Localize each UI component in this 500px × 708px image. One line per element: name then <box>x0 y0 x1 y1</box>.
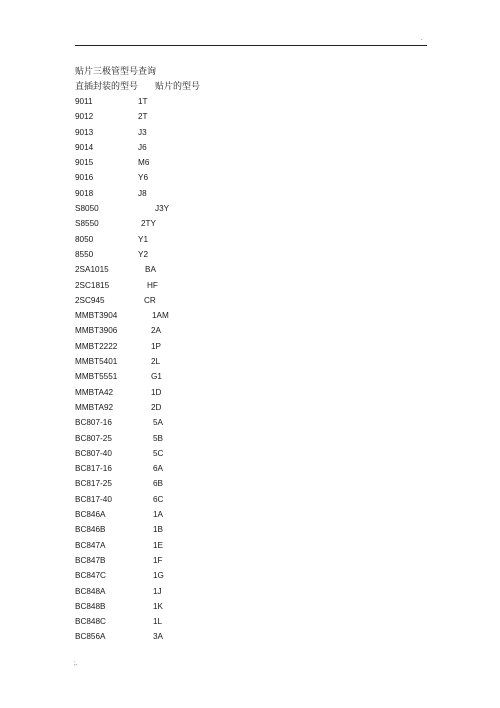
smd-marking-cell: 1E <box>153 540 164 550</box>
through-hole-model-cell: BC817-25 <box>75 479 112 489</box>
table-row <box>75 219 275 234</box>
through-hole-model-cell: BC807-25 <box>75 433 112 443</box>
table-row <box>75 525 275 540</box>
table-row <box>75 128 275 143</box>
table-row <box>75 587 275 602</box>
table-row <box>75 158 275 173</box>
smd-marking-cell: J3Y <box>155 204 170 214</box>
header-rule <box>75 45 427 46</box>
table-header <box>75 81 275 93</box>
through-hole-model-cell: MMBT3906 <box>75 326 118 336</box>
smd-marking-cell: 1F <box>153 555 163 565</box>
part-table <box>75 97 275 648</box>
through-hole-model-cell: MMBT2222 <box>75 341 118 351</box>
table-row <box>75 372 275 387</box>
document-title: 贴片三极管型号查询 <box>75 67 157 77</box>
through-hole-model-cell: BC807-16 <box>75 418 112 428</box>
table-row <box>75 173 275 188</box>
smd-marking-cell: 1T <box>138 97 148 106</box>
table-row <box>75 357 275 372</box>
through-hole-model-cell: MMBT5551 <box>75 372 118 382</box>
table-row <box>75 418 275 433</box>
through-hole-model-cell: 9012 <box>75 112 94 122</box>
through-hole-model-cell: BC856A <box>75 632 106 642</box>
table-row <box>75 342 275 357</box>
through-hole-model-cell: BC846A <box>75 510 106 520</box>
smd-marking-cell: 5A <box>153 418 164 428</box>
table-row <box>75 571 275 586</box>
table-row <box>75 265 275 280</box>
through-hole-model-cell: BC848C <box>75 617 106 627</box>
table-row <box>75 403 275 418</box>
through-hole-model-cell: MMBT3904 <box>75 311 118 321</box>
through-hole-model-cell: S8550 <box>75 219 99 229</box>
smd-marking-cell: J3 <box>138 127 147 137</box>
table-row <box>75 250 275 265</box>
column-header-through-hole-model: 直插封装的型号 <box>75 82 139 92</box>
through-hole-model-cell: 2SC1815 <box>75 280 110 290</box>
through-hole-model-cell: 9015 <box>75 158 94 168</box>
smd-marking-cell: 2T <box>138 112 148 122</box>
smd-marking-cell: 1AM <box>152 311 169 321</box>
smd-marking-cell: BA <box>145 265 156 275</box>
through-hole-model-cell: 8050 <box>75 234 94 244</box>
footer-mark: ;. <box>74 661 78 667</box>
smd-marking-cell: 3A <box>153 632 164 642</box>
smd-marking-cell: 6A <box>153 464 164 474</box>
table-row <box>75 449 275 464</box>
through-hole-model-cell: BC847B <box>75 555 106 565</box>
through-hole-model-cell: BC817-16 <box>75 464 112 474</box>
table-row <box>75 556 275 571</box>
table-row <box>75 235 275 250</box>
smd-marking-cell: 1J <box>153 586 162 596</box>
table-row <box>75 617 275 632</box>
table-row <box>75 204 275 219</box>
smd-marking-cell: 6C <box>153 494 164 504</box>
smd-marking-cell: CR <box>144 295 156 305</box>
table-row <box>75 464 275 479</box>
table-row <box>75 189 275 204</box>
through-hole-model-cell: 2SA1015 <box>75 265 109 275</box>
header-mark: . <box>421 36 423 42</box>
table-row <box>75 632 275 647</box>
smd-marking-cell: 5B <box>153 433 164 443</box>
table-row <box>75 296 275 311</box>
through-hole-model-cell: 9013 <box>75 127 94 137</box>
smd-marking-cell: 2A <box>151 326 162 336</box>
smd-marking-cell: Y1 <box>138 234 149 244</box>
through-hole-model-cell: BC807-40 <box>75 448 112 458</box>
through-hole-model-cell: BC847C <box>75 571 106 581</box>
smd-marking-cell: J8 <box>138 188 147 198</box>
smd-marking-cell: 6B <box>153 479 164 489</box>
smd-marking-cell: 1A <box>153 510 164 520</box>
through-hole-model-cell: 2SC945 <box>75 295 105 305</box>
smd-marking-cell: Y6 <box>138 173 149 183</box>
through-hole-model-cell: 9014 <box>75 142 94 152</box>
table-row <box>75 143 275 158</box>
through-hole-model-cell: S8050 <box>75 204 99 214</box>
table-row <box>75 326 275 341</box>
through-hole-model-cell: BC817-40 <box>75 494 112 504</box>
smd-marking-cell: 1P <box>151 341 162 351</box>
through-hole-model-cell: MMBT5401 <box>75 357 118 367</box>
through-hole-model-cell: BC848B <box>75 601 106 611</box>
smd-marking-cell: Y2 <box>138 249 149 259</box>
smd-marking-cell: 5C <box>153 448 164 458</box>
table-row <box>75 495 275 510</box>
smd-marking-cell: 2TY <box>141 219 157 229</box>
smd-marking-cell: 1L <box>153 617 163 627</box>
smd-marking-cell: 2L <box>151 357 161 367</box>
table-row <box>75 388 275 403</box>
through-hole-model-cell: MMBTA92 <box>75 402 114 412</box>
table-row <box>75 112 275 127</box>
column-header-smd-marking: 贴片的型号 <box>155 82 201 92</box>
smd-marking-cell: J6 <box>138 142 147 152</box>
through-hole-model-cell: 9018 <box>75 188 94 198</box>
smd-marking-cell: HF <box>147 280 158 290</box>
table-row <box>75 602 275 617</box>
through-hole-model-cell: 8550 <box>75 249 94 259</box>
smd-marking-cell: 1K <box>153 601 164 611</box>
table-row <box>75 510 275 525</box>
table-row <box>75 541 275 556</box>
through-hole-model-cell: BC846B <box>75 525 106 535</box>
smd-marking-cell: 1D <box>151 387 162 397</box>
smd-marking-cell: 1B <box>153 525 164 535</box>
smd-marking-cell: M6 <box>138 158 150 168</box>
through-hole-model-cell: 9016 <box>75 173 94 183</box>
through-hole-model-cell: 9011 <box>75 97 93 106</box>
table-row <box>75 281 275 296</box>
smd-marking-cell: 1G <box>153 571 164 581</box>
table-row <box>75 311 275 326</box>
through-hole-model-cell: BC847A <box>75 540 106 550</box>
through-hole-model-cell: BC848A <box>75 586 106 596</box>
through-hole-model-cell: MMBTA42 <box>75 387 114 397</box>
smd-marking-cell: 2D <box>151 402 162 412</box>
table-row <box>75 434 275 449</box>
table-row <box>75 97 275 112</box>
smd-marking-cell: G1 <box>151 372 162 382</box>
table-row <box>75 479 275 494</box>
